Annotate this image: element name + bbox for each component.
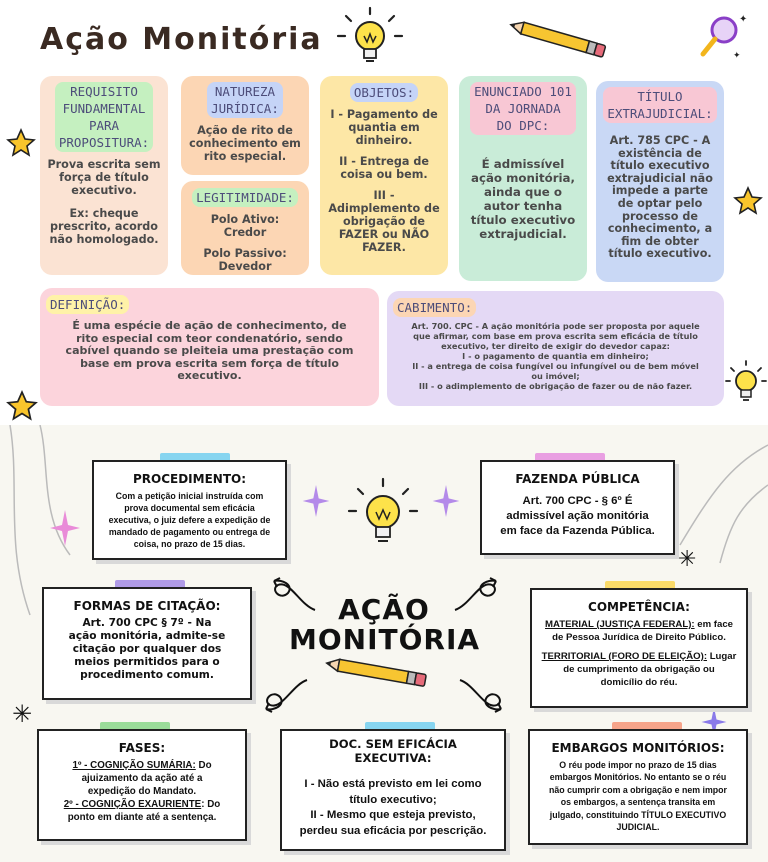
card-tag: ENUNCIADO 101 DA JORNADA DO DPC: [470,82,576,135]
top-section [0,0,768,425]
card-natureza [181,76,309,175]
card-text: É admissível ação monitória, ainda que o autor tenha título executivo extrajudicial. [470,157,576,241]
card-text: Ex: cheque prescrito, acordo não homologado. [49,207,159,246]
card-definicao [40,288,379,406]
card-objetos [320,76,448,275]
card-tag: OBJETOS: [350,83,418,102]
star-icon [6,390,38,422]
lightbulb-icon [330,6,410,68]
sparkle-icon [50,510,80,546]
box-text [47,798,237,824]
box-fazenda [480,460,675,555]
sparkle-icon [300,485,332,517]
card-text: I - Pagamento de quantia em dinheiro. [330,108,438,147]
box-formas-citacao [42,587,252,700]
box-text [540,650,738,689]
box-procedimento [92,460,287,560]
box-text: O réu pode impor no prazo de 15 dias embargos Monitórios. No entanto se o réu não cumprir com a obrigação e nem impor os embargos, a sentença transita em julgado, constituindo TÍTULO EXECUTIVO JUDICIAL. [549,760,727,833]
fase-2-label: 2º - COGNIÇÃO EXAURIENTE [63,799,202,810]
card-tag: DEFINIÇÃO: [46,295,129,314]
box-text: Art. 700 CPC - § 6º É admissível ação monitória em face da Fazenda Pública. [500,495,655,537]
box-title: FASES: [118,741,166,755]
asterisk-icon: ✳ [678,547,697,572]
box-text [47,759,237,798]
magnifier-icon [693,10,749,66]
card-text: III - Adimplemento de obrigação de FAZER ou NÃO FAZER. [328,189,440,254]
card-requisito [40,76,168,275]
box-text: I - Não está previsto em lei como título executivo; II - Mesmo que esteja previsto, perdeu sua eficácia por pescrição. [299,778,487,837]
card-cabimento [387,291,724,406]
card-text: Art. 785 CPC - A existência de título executivo extrajudicial não impede a parte de optar pelo processo de conhecimento, a fim de obter título executivo. [607,134,713,261]
box-competencia [530,588,748,708]
svg-text:✦: ✦ [733,51,741,61]
center-title: AÇÃO MONITÓRIA [289,593,481,656]
card-text: Polo Passivo: Devedor [203,247,287,273]
card-tag: REQUISITO FUNDAMENTAL PARA PROPOSITURA: [55,82,153,152]
card-text: Prova escrita sem força de título executivo. [47,158,161,197]
card-text: Polo Ativo: Credor [210,213,280,239]
swirl-arrow-icon [455,675,505,715]
swirl-arrow-icon [262,675,312,715]
competencia-material-text: em face de Pessoa Jurídica de Direito Público. [552,619,733,643]
fase-1-text: Do ajuizamento da ação até a expedição do Mandato. [81,760,212,797]
card-text: Art. 700. CPC - A ação monitória pode ser proposta por aquele que afirmar, com base em prova escrita sem eficácia de título executivo, ter direito de exigir do devedor capaz: I - o pagamento de quantia em dinheiro; II - a entrega de coisa fungível ou infungível ou de bem móvel ou imóvel; III - o adimplemento de obrigação de fazer ou de não fazer. [411,321,700,391]
sparkle-icon [430,485,462,517]
card-tag: LEGITIMIDADE: [192,188,298,207]
box-title: EMBARGOS MONITÓRIOS: [551,741,725,755]
lightbulb-icon [343,477,423,555]
competencia-territorial-text: Lugar de cumprimento da obrigação ou domicílio do réu. [563,651,737,688]
bottom-section [0,425,768,862]
box-title: FORMAS DE CITAÇÃO: [73,599,221,613]
card-titulo [596,81,724,282]
lightbulb-icon [724,360,768,412]
asterisk-icon: ✳ [12,700,33,728]
pencil-icon [505,18,610,58]
card-enunciado [459,76,587,281]
box-doc-sem-eficacia [280,729,506,851]
card-text: II - Entrega de coisa ou bem. [339,155,429,181]
fase-1-label: 1º - COGNIÇÃO SUMÁRIA: [72,760,196,771]
box-embargos [528,729,748,845]
card-text: Ação de rito de conhecimento em rito especial. [189,124,301,163]
box-text [540,618,738,644]
card-text: É uma espécie de ação de conhecimento, de rito especial com teor condenatório, sendo cabível quando se pleiteia uma prestação com base em prova escrita sem força de título executivo. [65,319,354,382]
box-text: Art. 700 CPC § 7º - Na ação monitória, admite-se citação por qualquer dos meios permitidos para o procedimento comum. [68,617,226,681]
box-title: COMPETÊNCIA: [588,600,690,614]
page-title: Ação Monitória [40,22,323,57]
box-title: FAZENDA PÚBLICA [515,472,640,486]
card-tag: NATUREZA JURÍDICA: [207,82,283,118]
box-fases [37,729,247,841]
box-title: DOC. SEM EFICÁCIA EXECUTIVA: [329,737,457,765]
competencia-material-label: MATERIAL (JUSTIÇA FEDERAL): [545,619,695,630]
fase-2-text: : Do ponto em diante até a sentença. [67,799,221,823]
card-legitimidade [181,181,309,275]
star-icon [733,186,763,216]
card-tag: CABIMENTO: [393,298,476,317]
box-title: PROCEDIMENTO: [132,472,247,486]
competencia-territorial-label: TERRITORIAL (FORO DE ELEIÇÃO): [541,651,708,662]
box-text: Com a petição inicial instruída com prova documental sem eficácia executiva, o juiz defere a expedição de mandado de pagamento ou entrega de coisa, no prazo de 15 dias. [108,491,271,549]
pencil-icon [322,655,432,689]
star-icon [6,128,36,158]
card-tag: TÍTULO EXTRAJUDICIAL: [603,87,716,123]
svg-text:✦: ✦ [739,14,748,25]
